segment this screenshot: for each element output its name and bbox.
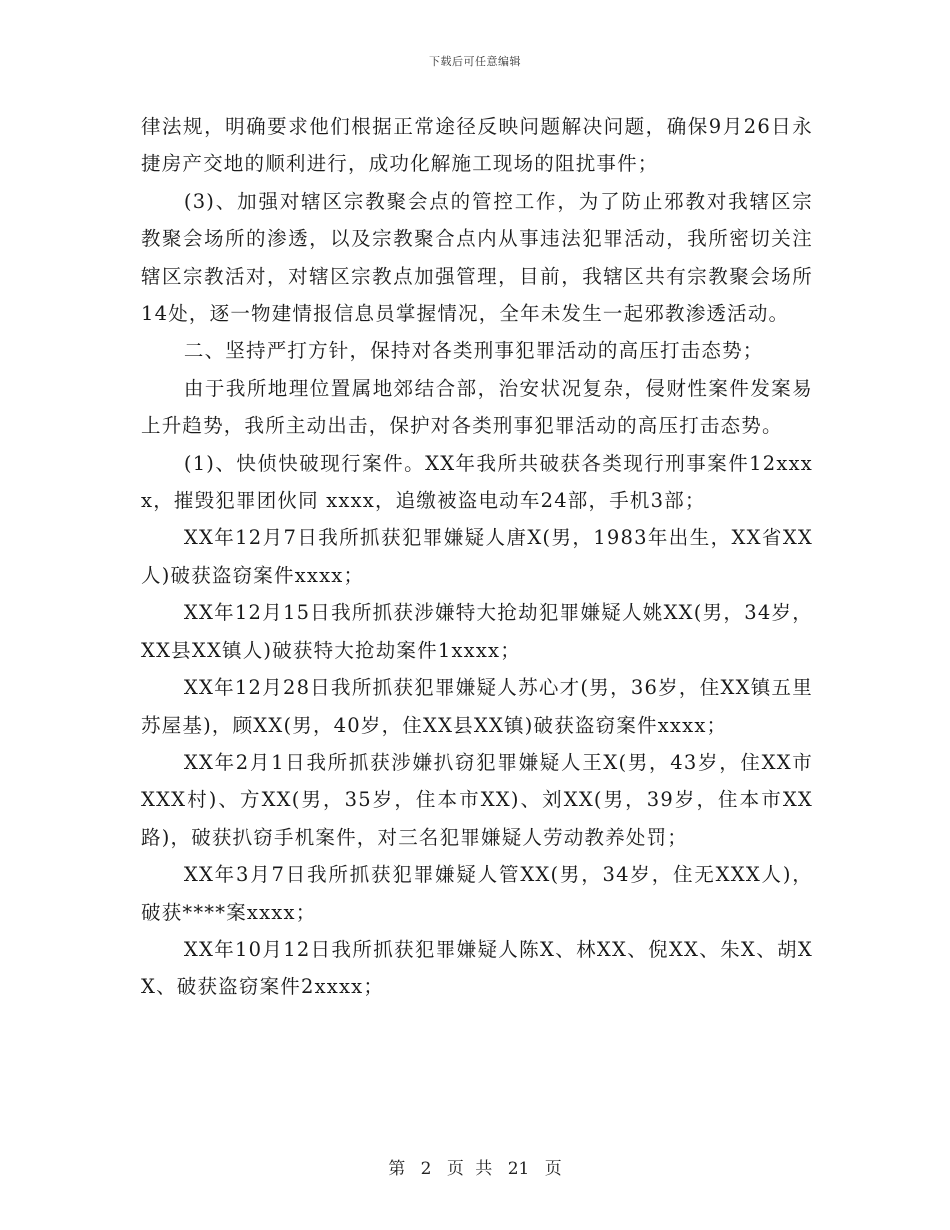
case-item: XX年12月28日我所抓获犯罪嫌疑人苏心才(男，36岁，住XX镇五里苏屋基)，顾XX(男，40岁，住XX县XX镇)破获盗窃案件xxxx；	[141, 676, 813, 737]
section-heading: 二、坚持严打方针，保持对各类刑事犯罪活动的高压打击态势；	[183, 339, 764, 363]
footer-suffix: 页	[544, 1159, 562, 1179]
page-footer	[0, 1154, 950, 1179]
footer-mid: 页 共	[446, 1159, 493, 1179]
page-header-note: 下载后可任意编辑	[429, 55, 521, 68]
case-item: XX年12月15日我所抓获涉嫌特大抢劫犯罪嫌疑人姚XX(男，34岁，XX县XX镇人)破获特大抢劫案件1xxxx；	[141, 601, 813, 662]
footer-prefix: 第	[388, 1159, 406, 1179]
document-body	[141, 108, 813, 1006]
case-item: XX年12月7日我所抓获犯罪嫌疑人唐X(男，1983年出生，XX省XX人)破获盗窃案件xxxx；	[141, 526, 813, 587]
paragraph: 律法规，明确要求他们根据正常途径反映问题解决问题，确保9月26日永捷房产交地的顺利进行，成功化解施工现场的阻扰事件；	[141, 115, 813, 176]
case-item: XX年10月12日我所抓获犯罪嫌疑人陈X、林XX、倪XX、朱X、胡XX、破获盗窃案件2xxxx；	[141, 937, 813, 999]
case-item: XX年3月7日我所抓获犯罪嫌疑人管XX(男，34岁，住无XXX人)，破获****案xxxx；	[141, 863, 813, 924]
current-page-number: 2	[420, 1159, 432, 1179]
total-page-count: 21	[507, 1159, 530, 1179]
paragraph: (1)、快侦快破现行案件。XX年我所共破获各类现行刑事案件12xxxx，摧毁犯罪团伙同 xxxx，追缴被盗电动车24部，手机3部；	[141, 451, 813, 513]
paragraph: 由于我所地理位置属地郊结合部，治安状况复杂，侵财性案件发案易上升趋势，我所主动出击，保护对各类刑事犯罪活动的高压打击态势。	[141, 376, 813, 438]
case-item: XX年2月1日我所抓获涉嫌扒窃犯罪嫌疑人王X(男，43岁，住XX市XXX村)、方XX(男，35岁，住本市XX)、刘XX(男，39岁，住本市XX路)，破获扒窃手机案件，对三名犯罪嫌疑人劳动教养处罚；	[141, 750, 813, 849]
paragraph: (3)、加强对辖区宗教聚会点的管控工作，为了防止邪教对我辖区宗教聚会场所的渗透，以及宗教聚合点内从事违法犯罪活动，我所密切关注辖区宗教活对，对辖区宗教点加强管理，目前，我辖区共有宗教聚会场所14处，逐一物建情报信息员掌握情况，全年未发生一起邪教渗透活动。	[141, 189, 813, 326]
